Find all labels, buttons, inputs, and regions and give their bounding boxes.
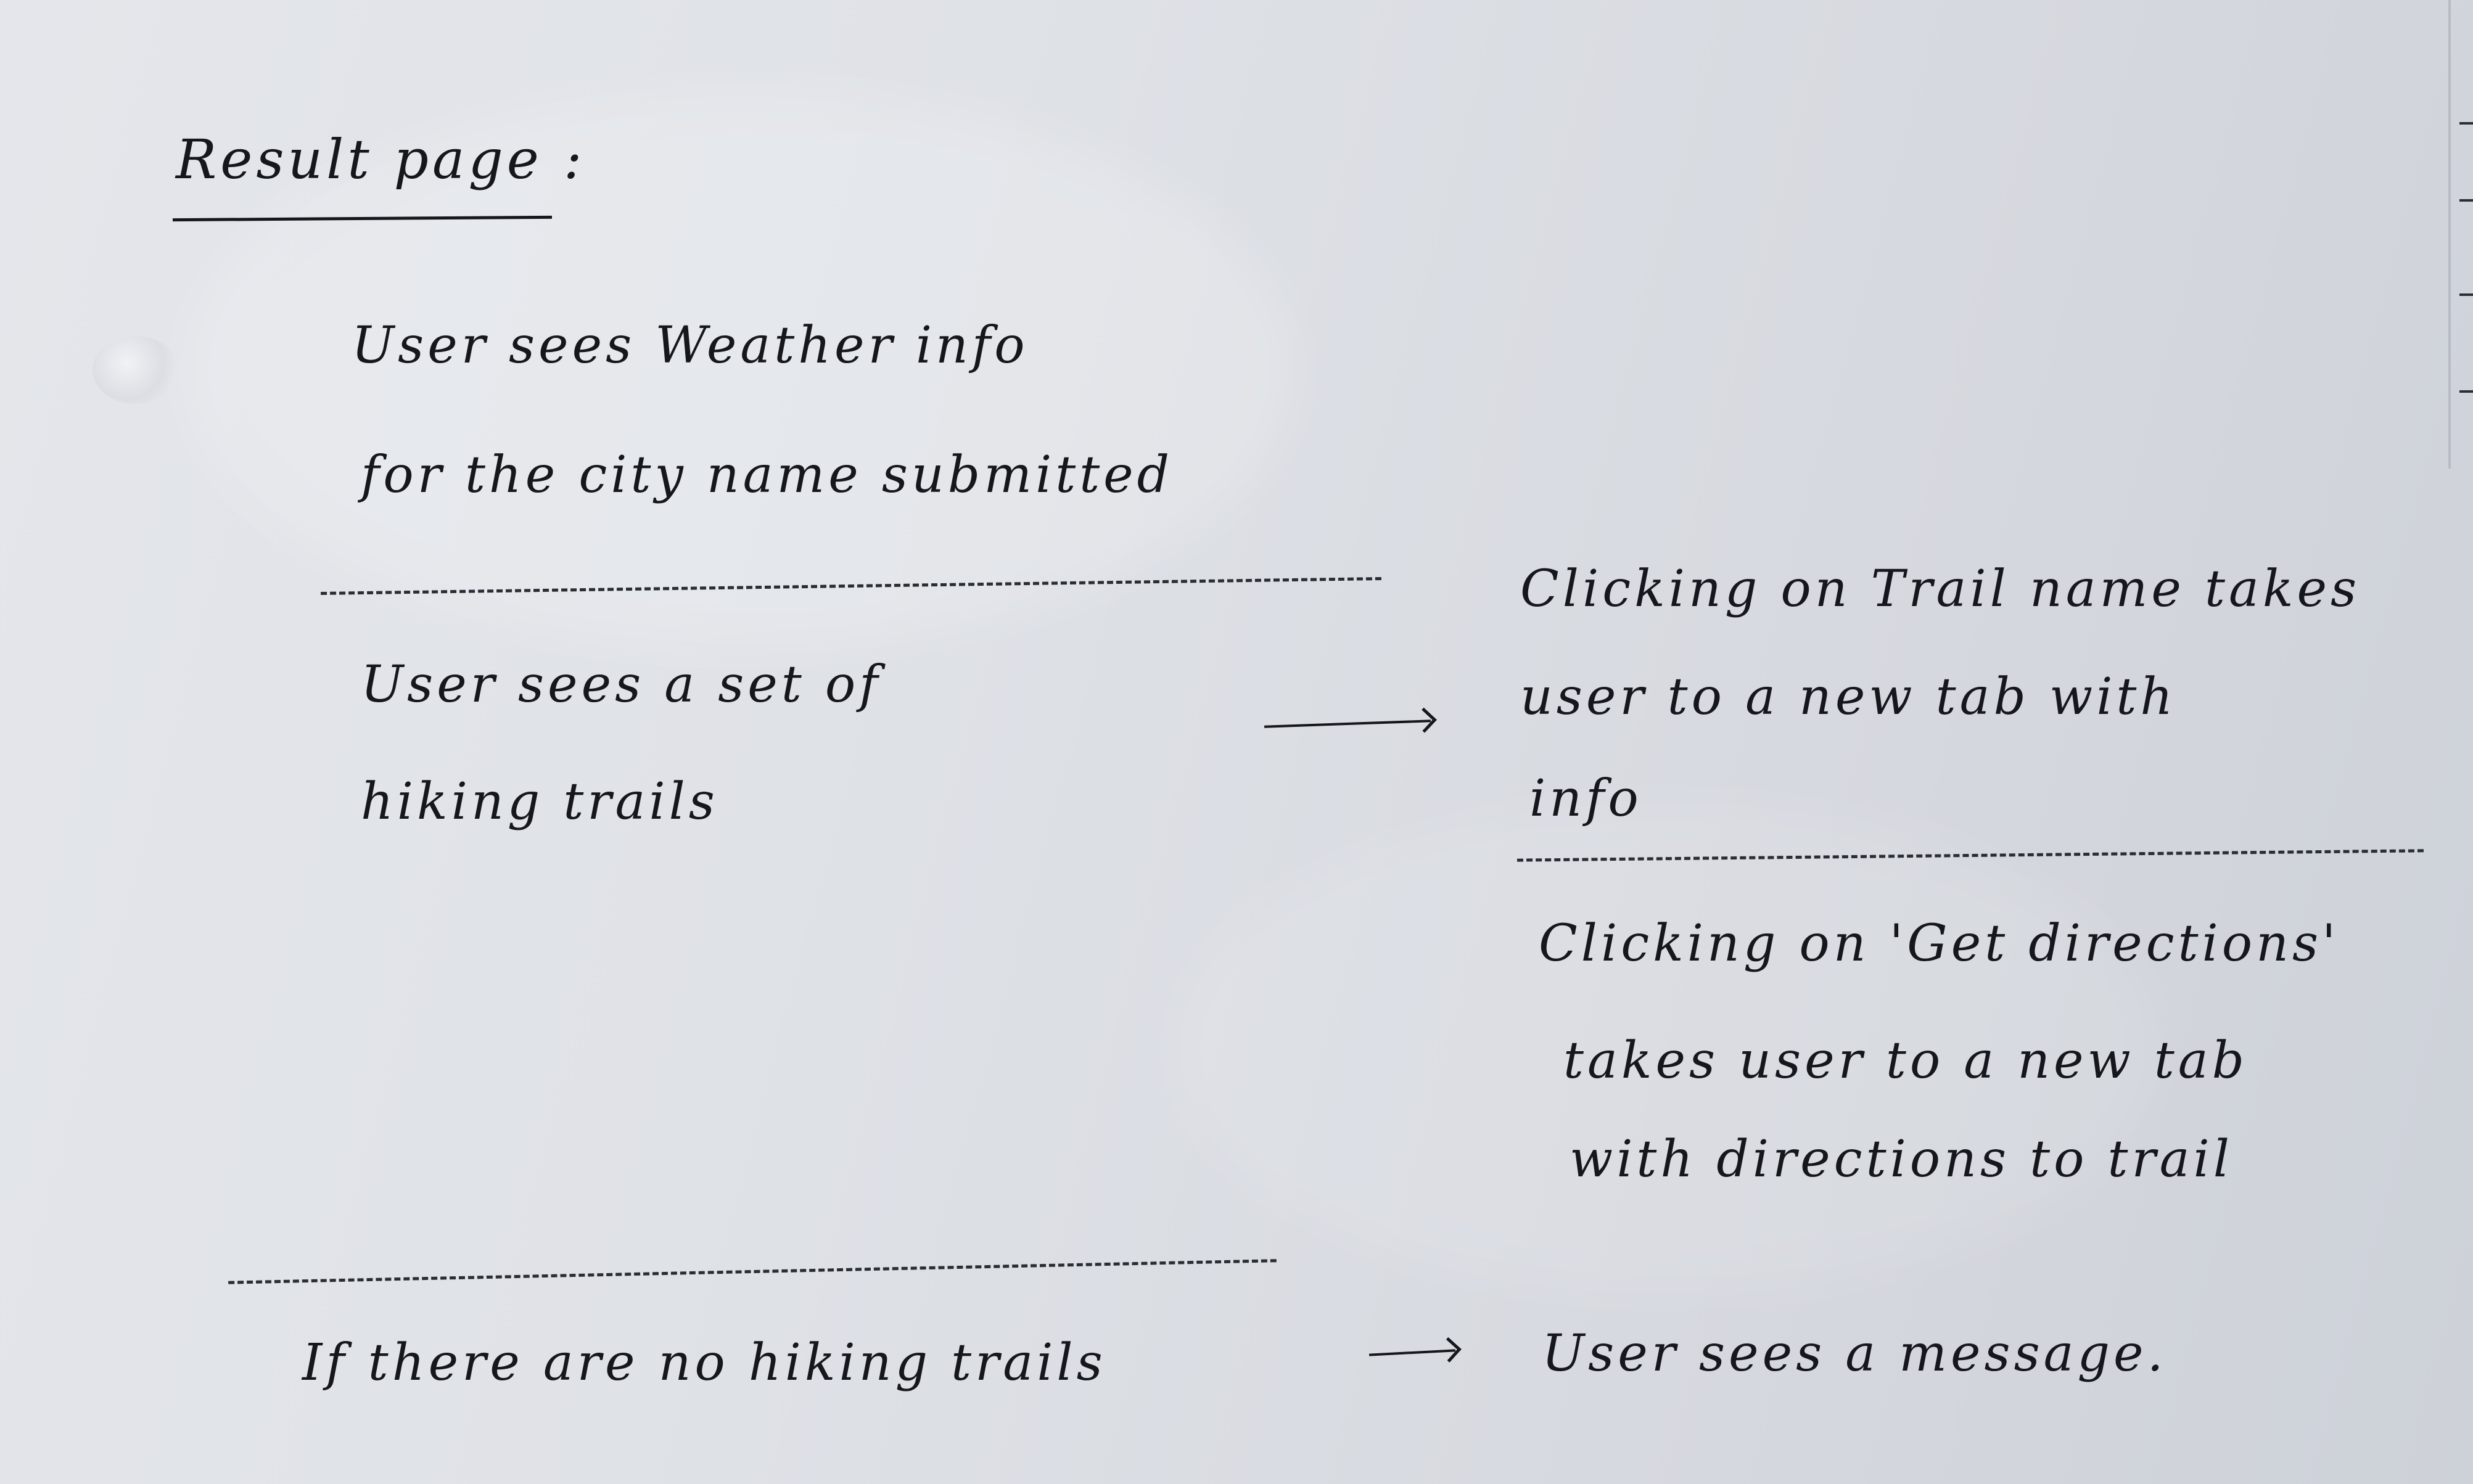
page-edge-tick [2459,122,2473,125]
weather-line-1: User sees Weather info [352,316,1029,375]
section-divider-bottom [228,1259,1277,1284]
page-edge-tick [2459,390,2473,393]
page-edge [2448,0,2451,469]
trail-name-note-line-1: Clicking on Trail name takes [1520,560,2361,618]
page-edge-tick [2459,199,2473,202]
weather-line-2: for the city name submitted [361,446,1174,504]
page-title: Result page : [176,128,586,191]
directions-note-line-1: Clicking on 'Get directions' [1539,914,2340,973]
directions-note-line-2: takes user to a new tab [1563,1031,2249,1090]
trails-line-1: User sees a set of [361,655,882,714]
trails-line-2: hiking trails [361,773,718,831]
directions-note-line-3: with directions to trail [1570,1130,2233,1189]
no-trails-result: User sees a message. [1542,1324,2167,1383]
paper-dent [93,336,179,404]
no-trails-condition: If there are no hiking trails [302,1334,1106,1392]
arrow-right-icon [1264,719,1431,728]
trail-name-note-line-3: info [1529,769,1642,828]
trail-name-note-line-2: user to a new tab with [1520,668,2177,726]
page-edge-tick [2459,293,2473,296]
arrow-right-icon [1369,1349,1455,1356]
